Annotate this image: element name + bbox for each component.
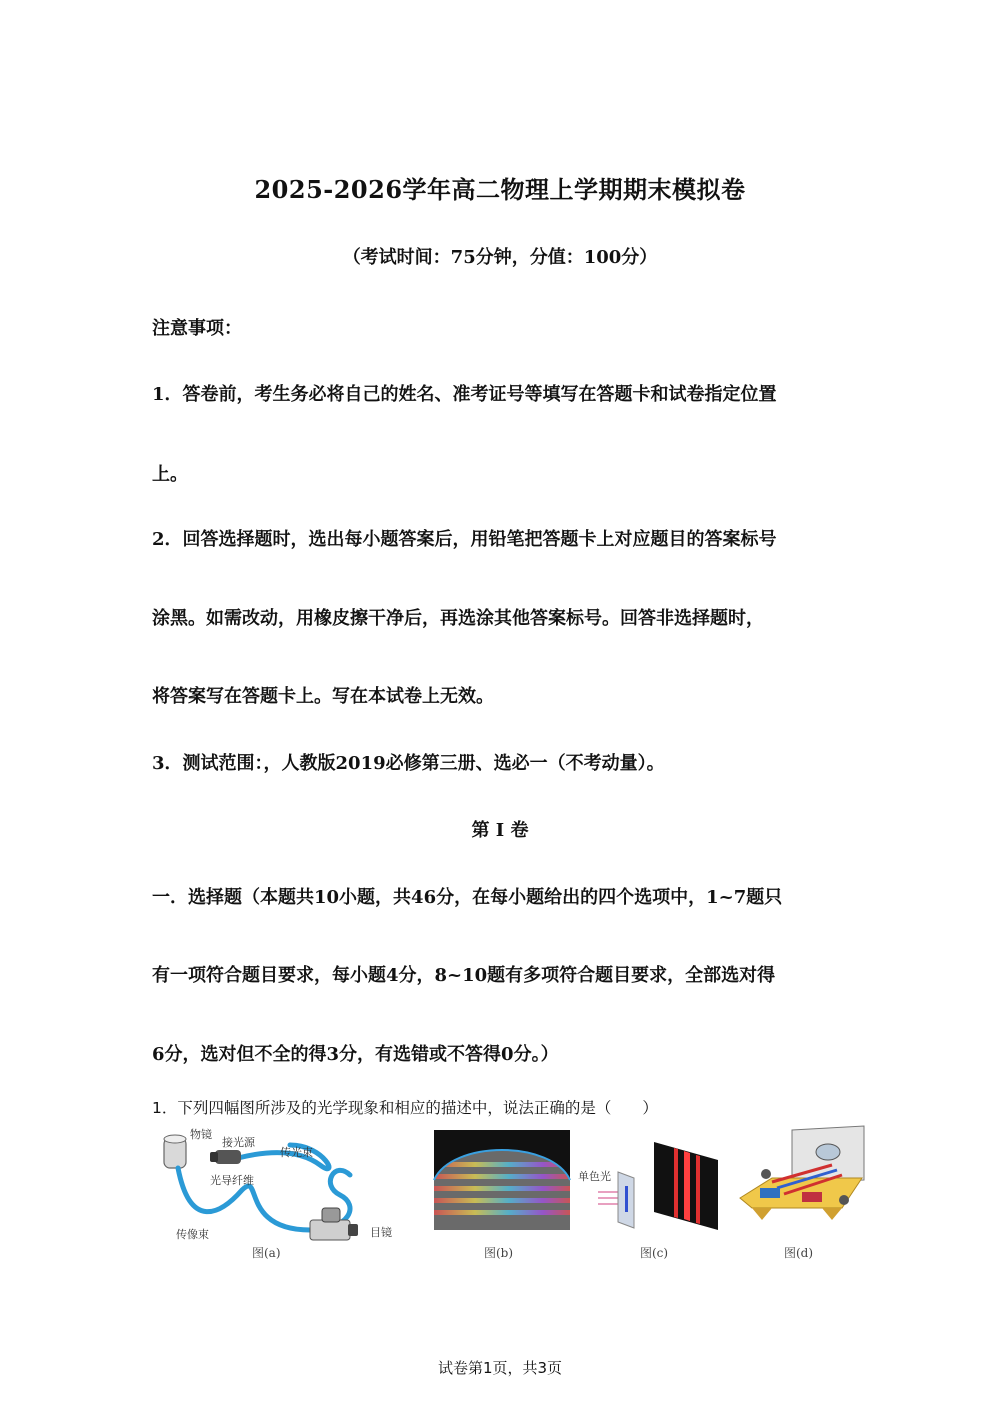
label-light-source: 接光源 [222, 1136, 255, 1149]
notice-line-2: 上。 [152, 464, 188, 485]
figure-a-endoscope [150, 1120, 410, 1265]
label-eyepiece: 目镜 [370, 1226, 392, 1239]
exam-title: 2025-2026学年高二物理上学期期末模拟卷 [254, 175, 746, 204]
caption-figure-b: 图(b) [484, 1246, 514, 1260]
volume-title: 第 I 卷 [471, 820, 529, 841]
endoscope-drawing [164, 1135, 358, 1240]
caption-figure-c: 图(c) [640, 1246, 669, 1260]
label-objective: 物镜 [190, 1128, 212, 1141]
label-light-beam: 传光束 [280, 1146, 313, 1159]
section-line-3: 6分，选对但不全的得3分，有选错或不答得0分。） [152, 1044, 559, 1065]
section-line-2: 有一项符合题目要求，每小题4分，8~10题有多项符合题目要求，全部选对得 [152, 965, 776, 986]
figure-c-diffraction [578, 1120, 728, 1265]
caption-figure-d: 图(d) [784, 1246, 814, 1260]
notice-line-5: 将答案写在答题卡上。写在本试卷上无效。 [152, 686, 494, 707]
section-line-1: 一．选择题（本题共10小题，共46分，在每小题给出的四个选项中，1~7题只 [152, 887, 783, 908]
notice-line-4: 涂黑。如需改动，用橡皮擦干净后，再选涂其他答案标号。回答非选择题时， [152, 608, 764, 629]
diffraction-setup [598, 1142, 718, 1230]
exam-subtitle: （考试时间：75分钟，分值：100分） [342, 247, 658, 268]
question-1-figures [150, 1120, 870, 1270]
projection-setup [740, 1126, 864, 1220]
notice-heading: 注意事项： [152, 318, 242, 339]
caption-figure-a: 图(a) [252, 1246, 281, 1260]
label-image-beam: 传像束 [176, 1228, 209, 1241]
label-optical-fiber: 光导纤维 [210, 1174, 254, 1187]
question-1-stem: 1．下列四幅图所涉及的光学现象和相应的描述中，说法正确的是（ ） [152, 1099, 658, 1117]
notice-line-6: 3．测试范围：，人教版2019必修第三册、选必一（不考动量）。 [152, 753, 665, 774]
notice-line-3: 2．回答选择题时，选出每小题答案后，用铅笔把答题卡上对应题目的答案标号 [152, 529, 777, 550]
figure-b-interference [432, 1120, 572, 1265]
notice-line-1: 1．答卷前，考生务必将自己的姓名、准考证号等填写在答题卡和试卷指定位置 [152, 384, 777, 405]
page-footer: 试卷第1页，共3页 [437, 1359, 563, 1377]
figure-d-projection [732, 1120, 870, 1265]
label-monochromatic-light: 单色光 [578, 1170, 611, 1183]
